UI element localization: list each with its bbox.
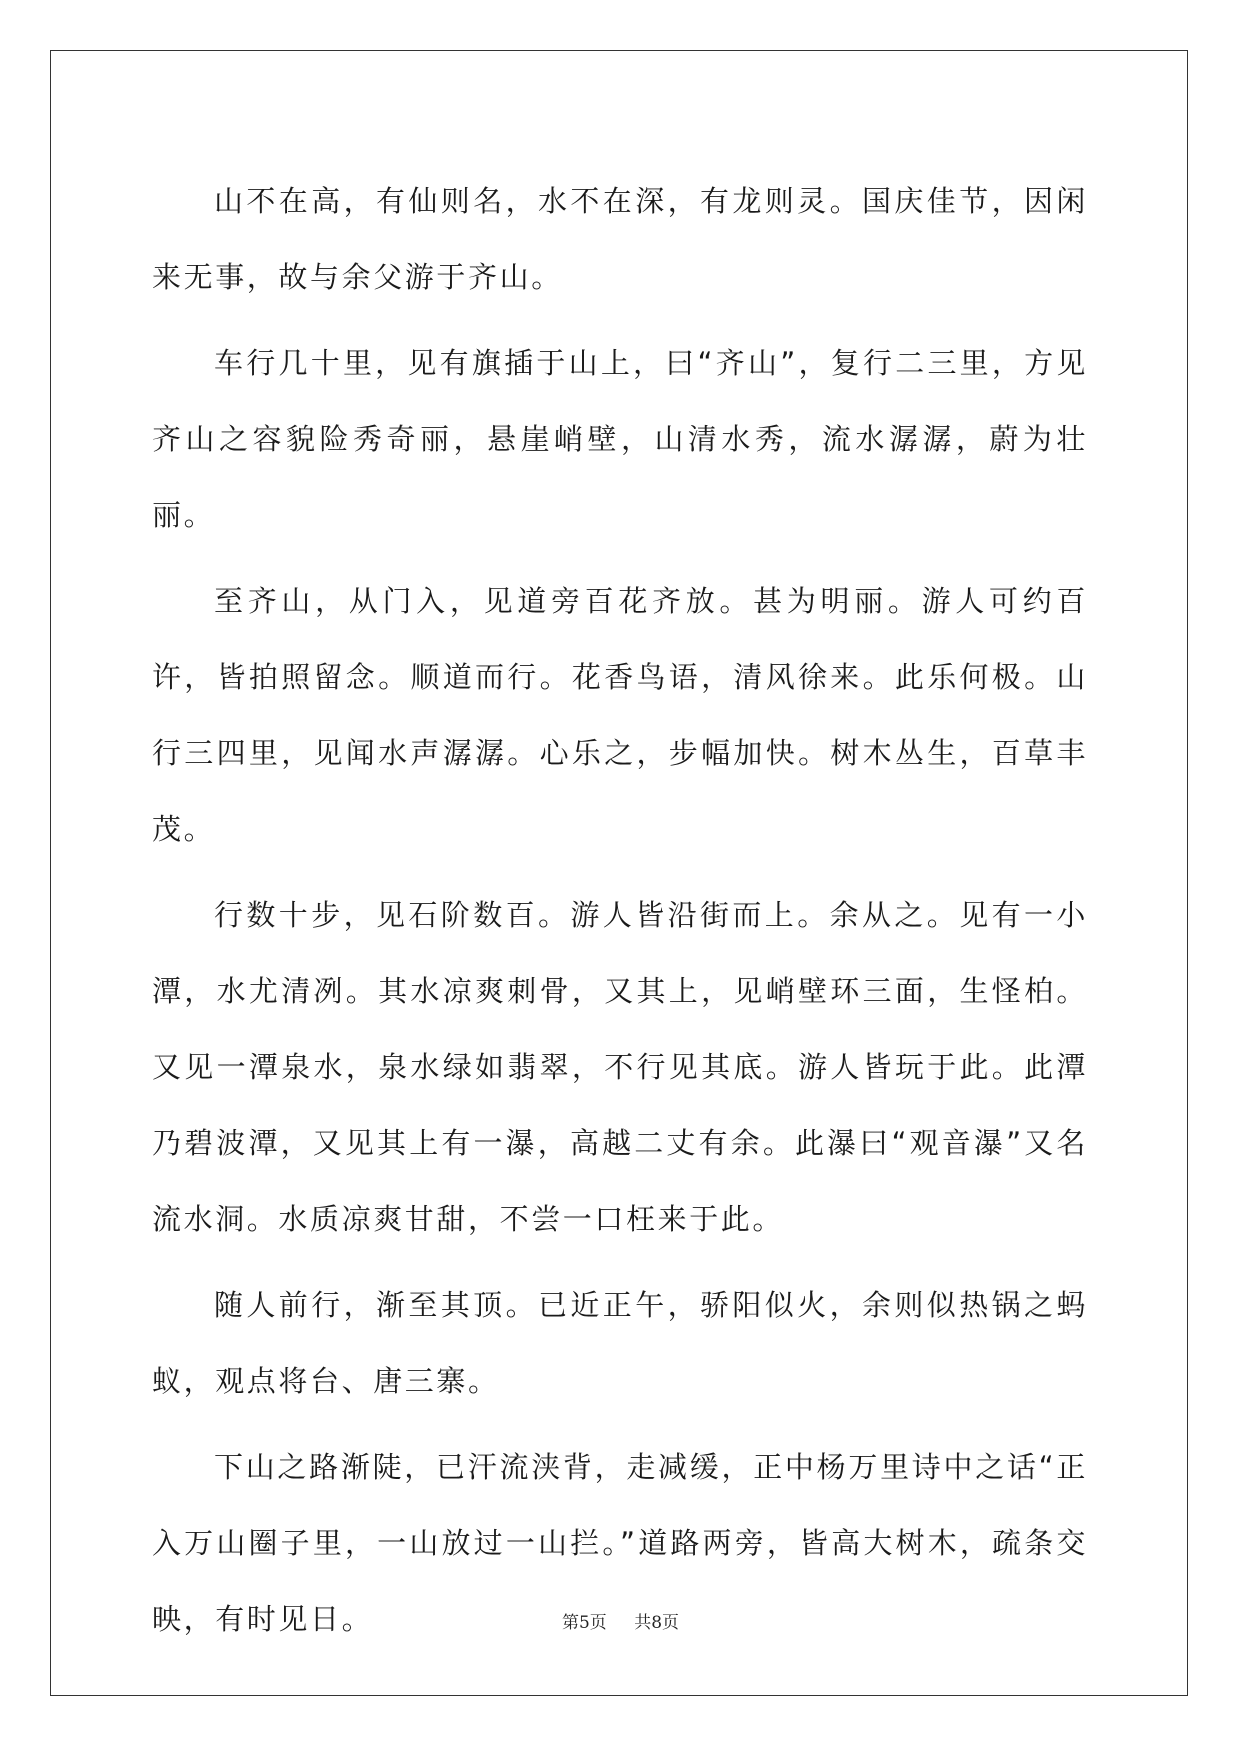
total-pages: 共8页 [634, 1613, 680, 1633]
paragraph-6: 下山之路渐陡，已汗流浃背，走减缓，正中杨万里诗中之话“正入万山圈子里，一山放过一山拦。”道路两旁，皆高大树木，疏条交映，有时见日。 [152, 1450, 1088, 1636]
paragraph-5: 随人前行，渐至其顶。已近正午，骄阳似火，余则似热锅之蚂蚁，观点将台、唐三寨。 [152, 1288, 1088, 1398]
paragraph-4: 行数十步，见石阶数百。游人皆沿街而上。余从之。见有一小潭，水尤清冽。其水凉爽刺骨，又其上，见峭壁环三面，生怪柏。又见一潭泉水，泉水绿如翡翠，不行见其底。游人皆玩于此。此潭乃碧波潭，又见其上有一瀑，高越二丈有余。此瀑曰“观音瀑”又名流水洞。水质凉爽甘甜，不尝一口枉来于此。 [152, 898, 1088, 1236]
paragraph-1: 山不在高，有仙则名，水不在深，有龙则灵。国庆佳节，因闲来无事，故与余父游于齐山。 [152, 184, 1088, 294]
paragraph-2: 车行几十里，见有旗插于山上，曰“齐山”，复行二三里，方见齐山之容貌险秀奇丽，悬崖峭壁，山清水秀，流水潺潺，蔚为壮丽。 [152, 346, 1088, 532]
document-body [152, 163, 1088, 1667]
page-footer [0, 1608, 1241, 1633]
paragraph-3: 至齐山，从门入，见道旁百花齐放。甚为明丽。游人可约百许，皆拍照留念。顺道而行。花香鸟语，清风徐来。此乐何极。山行三四里，见闻水声潺潺。心乐之，步幅加快。树木丛生，百草丰茂。 [152, 584, 1088, 846]
current-page-number: 第5页 [561, 1613, 607, 1633]
